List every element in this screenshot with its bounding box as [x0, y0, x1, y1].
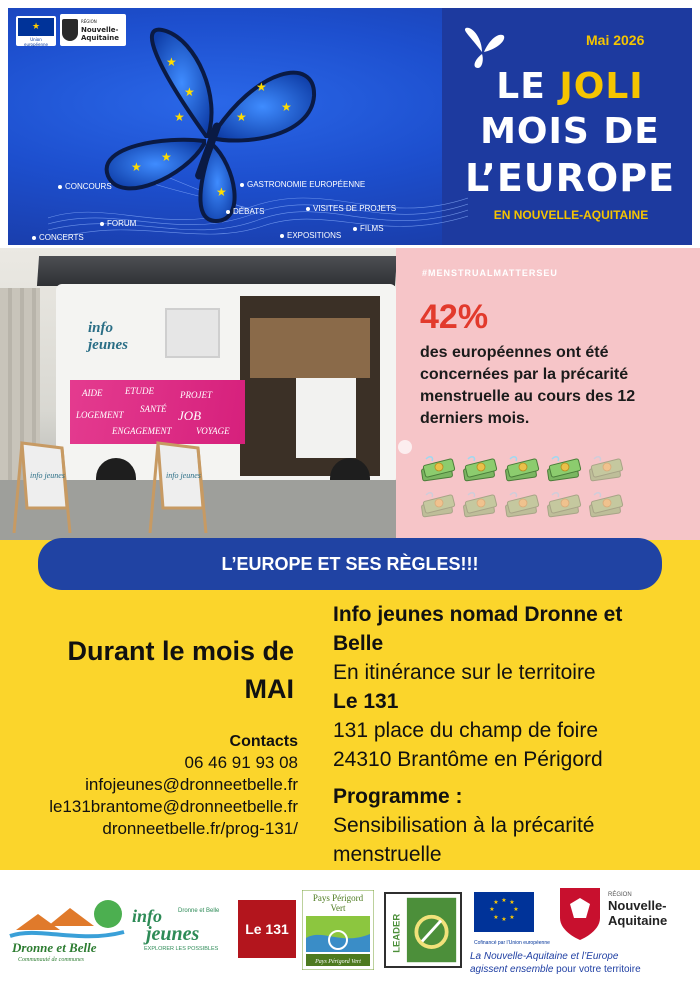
- chair-text: info jeunes: [166, 471, 201, 480]
- money-stack-icon: [420, 489, 456, 519]
- perigord-line2: Vert: [330, 903, 346, 913]
- tag-visites: VISITES DE PROJETS: [306, 204, 396, 213]
- tag-gastronomie: GASTRONOMIE EUROPÉENNE: [240, 180, 365, 189]
- van-word-sante: SANTÉ: [140, 404, 167, 414]
- money-stack-icon: [504, 489, 540, 519]
- svg-text:★: ★: [174, 110, 185, 124]
- title-region: EN NOUVELLE-AQUITAINE: [493, 208, 649, 222]
- money-stack-icon: [546, 453, 582, 483]
- dronne-name: Dronne et Belle: [12, 940, 97, 955]
- perigord-line1: Pays Périgord: [312, 893, 364, 903]
- eu-logo-caption: Union européenne: [24, 37, 48, 47]
- programme-label: Programme :: [333, 785, 463, 808]
- money-stack-icon: [462, 453, 498, 483]
- money-stack-icon: [588, 453, 624, 483]
- info-jeunes-logo: [128, 900, 228, 954]
- title-line-1-le: LE: [496, 66, 560, 107]
- butterfly-icon: [96, 26, 326, 226]
- carousel-dot-icon: [398, 440, 412, 454]
- money-stack-icon: [504, 453, 540, 483]
- region-nouvelle-aquitaine-logo: [556, 884, 696, 956]
- lion-crest-icon: [62, 19, 78, 41]
- tagline-line-1: La Nouvelle-Aquitaine et l’Europe: [470, 951, 619, 962]
- region-foot-small: RÉGION: [608, 892, 632, 898]
- eu-flag-icon: ★: [18, 18, 54, 36]
- contact-phone[interactable]: 06 46 91 93 08: [184, 753, 298, 772]
- svg-text:★: ★: [489, 906, 495, 913]
- eu-foot-caption: Cofinancé par l’Union européenne: [474, 940, 550, 946]
- svg-text:★: ★: [256, 80, 267, 94]
- svg-text:★: ★: [281, 100, 292, 114]
- svg-text:★: ★: [236, 110, 247, 124]
- stat-panel: [396, 248, 700, 540]
- contact-website-link[interactable]: dronneetbelle.fr/prog-131/: [102, 819, 298, 838]
- region-foot-name1: Nouvelle-: [608, 898, 667, 913]
- title-line-1: [450, 66, 690, 107]
- month-heading: [20, 632, 294, 708]
- money-stack-icon: [462, 489, 498, 519]
- tag-expositions: EXPOSITIONS: [280, 231, 341, 240]
- tagline-line-2a: agissent ensemble: [470, 964, 557, 975]
- van-brand-line2: jeunes: [88, 337, 129, 353]
- region-tagline: [470, 950, 698, 976]
- van-brand-line1: info: [88, 320, 114, 336]
- van-window: [165, 308, 220, 358]
- event-details: [333, 600, 697, 869]
- tag-films: FILMS: [353, 224, 384, 233]
- stat-hashtag: #MENSTRUALMATTERSEU: [422, 268, 558, 278]
- van-word-etude: ETUDE: [125, 386, 154, 396]
- stat-text: des européennes ont été concernées par la précarité menstruelle au cours des 12 derniers mois.: [420, 344, 636, 427]
- eu-logo: [16, 16, 56, 46]
- event-date: Mai 2026: [586, 32, 645, 48]
- van-counter: [296, 378, 356, 458]
- le-131-logo: Le 131: [238, 900, 296, 958]
- van-word-engagement: ENGAGEMENT: [112, 426, 172, 436]
- title-line-1-joli: JOLI: [559, 66, 644, 107]
- svg-text:★: ★: [509, 914, 515, 921]
- eu-cofinanced-logo: [470, 888, 554, 958]
- van-photo: [0, 248, 396, 540]
- svg-text:★: ★: [161, 150, 172, 164]
- money-icon-grid: [420, 453, 624, 519]
- stat-percent: 42%: [420, 298, 489, 336]
- tag-debats: DÉBATS: [226, 207, 264, 216]
- venue-address-2: 24310 Brantôme en Périgord: [333, 748, 603, 771]
- svg-text:★: ★: [509, 899, 515, 906]
- title-line-2: MOIS DE: [480, 111, 660, 152]
- svg-text:★: ★: [493, 914, 499, 921]
- money-stack-icon: [588, 489, 624, 519]
- title-line-3: L’EUROPE: [464, 156, 676, 200]
- tag-concerts: CONCERTS: [32, 233, 84, 242]
- money-stack-icon: [546, 489, 582, 519]
- programme-line-1: Sensibilisation à la précarité: [333, 814, 595, 837]
- programme-line-2: menstruelle: [333, 843, 442, 866]
- van-word-aide: AIDE: [82, 388, 103, 398]
- region-logo-small: RÉGION: [81, 19, 97, 24]
- contacts-heading: Contacts: [229, 733, 298, 750]
- van-awning: [37, 256, 396, 286]
- region-logo-name1: Nouvelle-: [81, 26, 119, 34]
- header-banner: [8, 8, 692, 245]
- svg-text:★: ★: [131, 160, 142, 174]
- van-word-logement: LOGEMENT: [76, 410, 124, 420]
- tag-forum: FORUM: [100, 219, 136, 228]
- svg-text:★: ★: [501, 897, 507, 904]
- van-word-projet: PROJET: [180, 390, 212, 400]
- van-brand: [88, 320, 128, 354]
- dronne-sub: Communauté de communes: [18, 957, 84, 963]
- ij-tag: Dronne et Belle: [178, 908, 220, 914]
- pays-perigord-vert-logo: [302, 890, 374, 970]
- month-line-1: Durant le mois de: [67, 636, 294, 666]
- money-stack-icon: [420, 453, 456, 483]
- month-line-2: MAI: [244, 674, 294, 704]
- eu-flag-icon: [470, 888, 554, 944]
- region-foot-name2: Aquitaine: [608, 913, 668, 928]
- ij-line1: info: [132, 906, 163, 926]
- van-word-voyage: VOYAGE: [196, 426, 230, 436]
- svg-text:★: ★: [513, 906, 519, 913]
- rules-banner: L’EUROPE ET SES RÈGLES!!!: [38, 538, 662, 590]
- svg-text:★: ★: [493, 899, 499, 906]
- tag-concours: CONCOURS: [58, 182, 112, 191]
- dronne-et-belle-logo: [8, 892, 126, 964]
- chair-text: info jeunes: [30, 471, 65, 480]
- contacts-block: [4, 732, 298, 840]
- org-name-line2: Belle: [333, 632, 384, 655]
- tagline-line-2b: pour votre territoire: [556, 964, 641, 975]
- perigord-sub: Pays Périgord Vert: [315, 959, 361, 965]
- leader-text: LEADER: [391, 913, 403, 953]
- deck-chair: [12, 438, 72, 533]
- svg-text:★: ★: [216, 185, 227, 199]
- itinerance-text: En itinérance sur le territoire: [333, 661, 596, 684]
- contact-email-infojeunes[interactable]: infojeunes@dronneetbelle.fr: [85, 775, 298, 794]
- svg-text:★: ★: [166, 55, 177, 69]
- venue-name: Le 131: [333, 690, 399, 713]
- contact-email-le131[interactable]: le131brantome@dronneetbelle.fr: [49, 797, 298, 816]
- svg-text:★: ★: [184, 85, 195, 99]
- venue-address-1: 131 place du champ de foire: [333, 719, 599, 742]
- partner-logos: [0, 870, 700, 990]
- van-shelf: [250, 318, 370, 378]
- deck-chair: [148, 438, 208, 533]
- van-word-job: JOB: [178, 408, 202, 423]
- org-name-line1: Info jeunes nomad Dronne et: [333, 603, 623, 626]
- ij-line2: jeunes: [146, 923, 200, 945]
- ij-sub: EXPLORER LES POSSIBLES: [144, 946, 219, 952]
- leader-logo: [384, 892, 462, 968]
- region-logo-name2: Aquitaine: [81, 34, 120, 42]
- svg-text:★: ★: [501, 916, 507, 923]
